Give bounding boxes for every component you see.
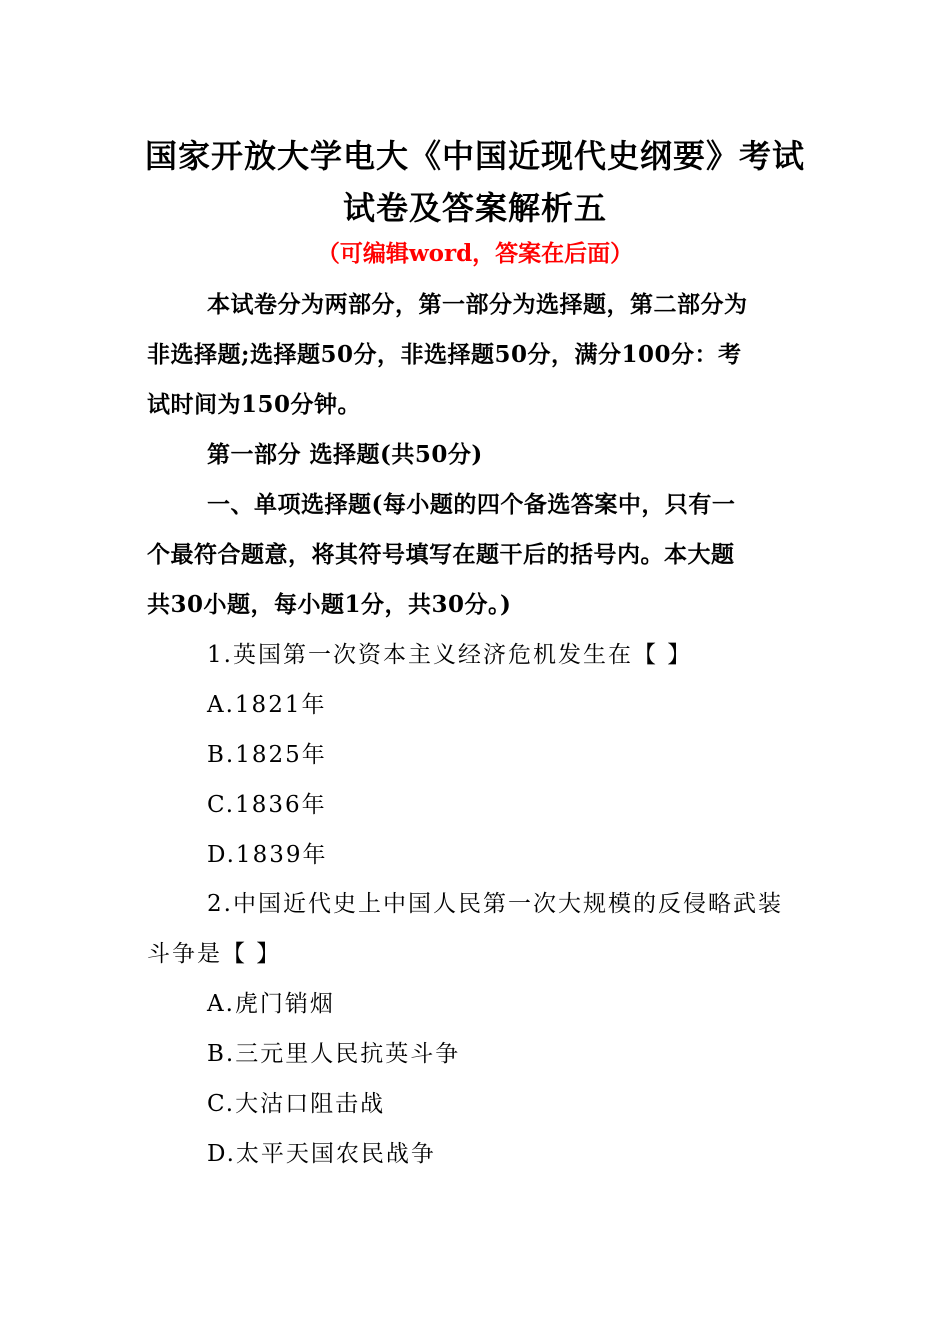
section1-line3: 共30小题，每小题1分，共30分。) [147, 591, 512, 618]
question-2-option-a: A.虎门销烟 [207, 991, 335, 1017]
part1-heading: 第一部分 选择题(共50分) [207, 441, 483, 468]
question-2-option-d: D.太平天国农民战争 [207, 1141, 436, 1167]
intro-line2: 非选择题;选择题50分，非选择题50分，满分100分：考 [147, 341, 742, 368]
question-2-stem-line1: 2.中国近代史上中国人民第一次大规模的反侵略武装 [207, 891, 783, 917]
section1-line2: 个最符合题意，将其符号填写在题干后的括号内。本大题 [147, 541, 735, 568]
document-title-line1: 国家开放大学电大《中国近现代史纲要》考试 [144, 137, 805, 175]
question-1-option-d: D.1839年 [207, 842, 328, 868]
document-title-line2: 试卷及答案解析五 [342, 189, 607, 227]
question-2-option-b: B.三元里人民抗英斗争 [207, 1041, 461, 1067]
question-1-option-b: B.1825年 [207, 742, 327, 768]
question-2-option-c: C.大沽口阻击战 [207, 1091, 386, 1117]
intro-line1: 本试卷分为两部分，第一部分为选择题，第二部分为 [207, 291, 748, 318]
question-1-stem: 1.英国第一次资本主义经济危机发生在【 】 [207, 642, 693, 668]
question-1-option-a: A.1821年 [207, 692, 327, 718]
editable-note: （可编辑word，答案在后面） [316, 240, 634, 267]
question-2-stem-line2: 斗争是【 】 [147, 941, 282, 967]
section1-line1: 一、单项选择题(每小题的四个备选答案中，只有一 [207, 491, 736, 518]
intro-line3: 试时间为150分钟。 [147, 391, 362, 418]
question-1-option-c: C.1836年 [207, 792, 327, 818]
